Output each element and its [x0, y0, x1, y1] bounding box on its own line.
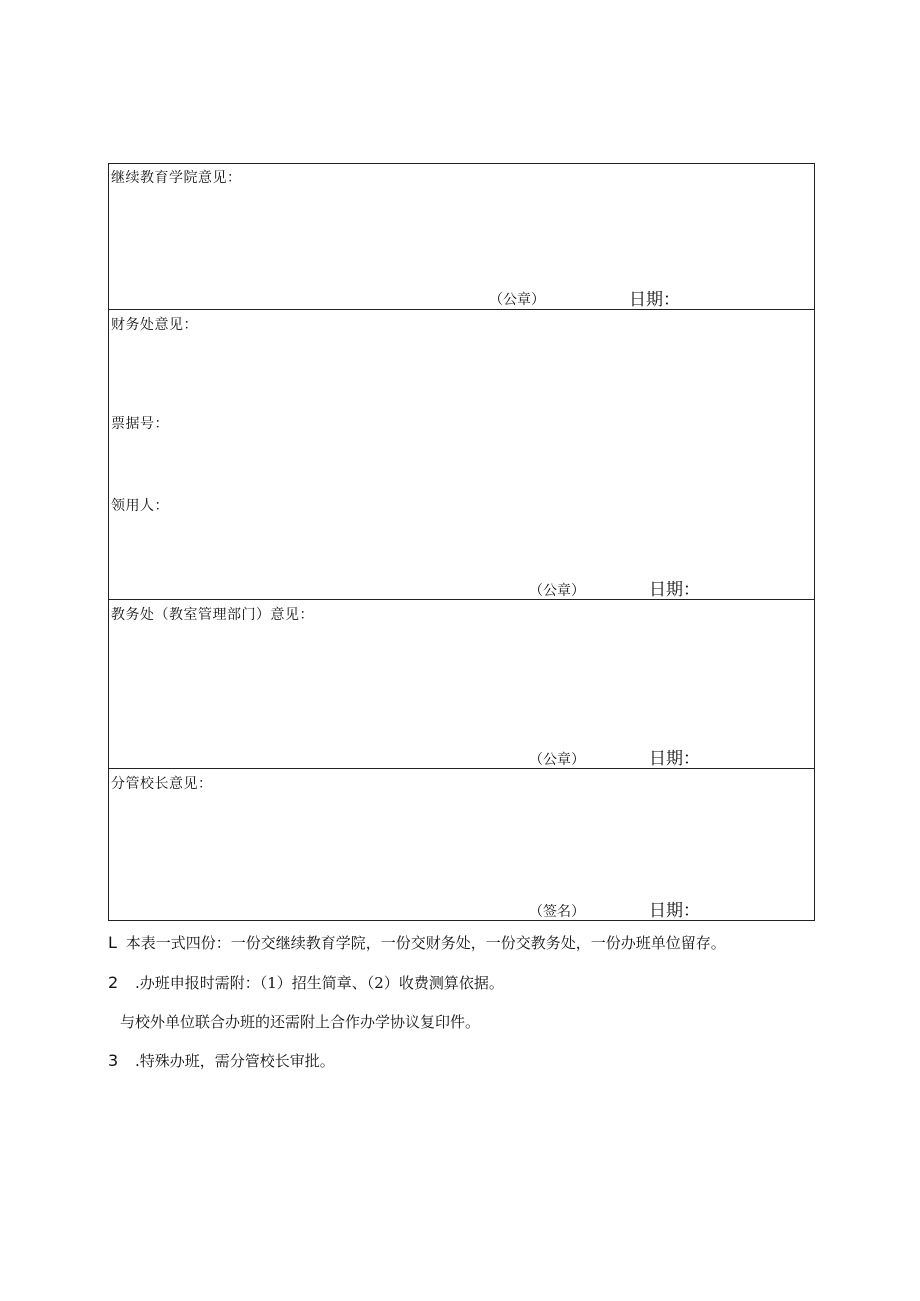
- vice-president-section: [109, 768, 814, 920]
- date-label: 日期：: [649, 749, 700, 769]
- approval-form-table: [108, 163, 815, 921]
- receipt-number-label: 票据号：: [111, 416, 169, 432]
- note-number: L: [108, 933, 117, 952]
- signature-label: （签名）: [529, 904, 585, 920]
- continuing-education-opinion-label: 继续教育学院意见：: [111, 170, 242, 186]
- note-number: 3: [108, 1051, 119, 1070]
- note-number: 2: [108, 973, 119, 992]
- note-text: 与校外单位联合办班的还需附上合作办学协议复印件。: [120, 1013, 481, 1031]
- note-text: 本表一式四份：一份交继续教育学院，一份交财务处，一份交教务处，一份办班单位留存。: [125, 934, 726, 952]
- note-item: [108, 1050, 335, 1071]
- finance-section: [109, 309, 814, 599]
- note-item: [120, 1011, 480, 1032]
- note-item: [108, 932, 726, 953]
- note-text: .办班申报时需附：（1）招生简章、（2）收费测算依据。: [134, 974, 504, 992]
- academic-affairs-section: [109, 599, 814, 768]
- official-seal-label: （公章）: [489, 292, 545, 308]
- finance-opinion-label: 财务处意见：: [111, 317, 198, 333]
- academic-affairs-opinion-label: 教务处（教室管理部门）意见：: [111, 607, 314, 623]
- recipient-label: 领用人：: [111, 498, 169, 514]
- note-text: .特殊办班，需分管校长审批。: [134, 1052, 335, 1070]
- note-item: [108, 972, 504, 993]
- date-label: 日期：: [649, 580, 700, 600]
- official-seal-label: （公章）: [529, 752, 585, 768]
- date-label: 日期：: [629, 290, 680, 310]
- official-seal-label: （公章）: [529, 583, 585, 599]
- vice-president-opinion-label: 分管校长意见：: [111, 776, 213, 792]
- continuing-education-section: [109, 164, 814, 309]
- date-label: 日期：: [649, 901, 700, 921]
